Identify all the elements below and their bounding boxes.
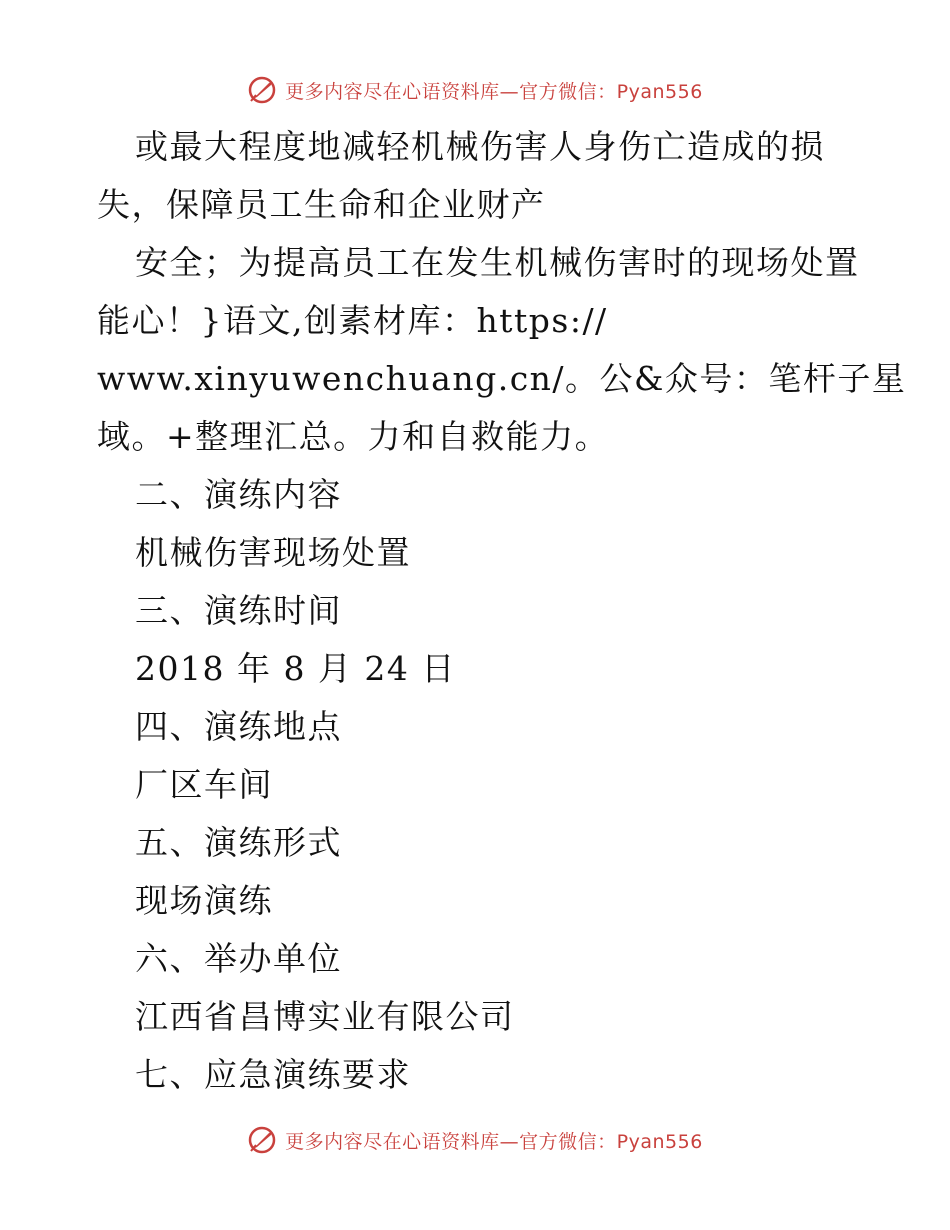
paragraph-line: 江西省昌博实业有限公司 [135, 997, 515, 1036]
paragraph-line: 域。+整理汇总。力和自救能力。 [97, 417, 610, 456]
paragraph-line: 2018 年 8 月 24 日 [135, 649, 456, 688]
paragraph-line: 现场演练 [135, 881, 273, 920]
paragraph-line: 厂区车间 [135, 765, 273, 804]
paragraph-line: 七、应急演练要求 [135, 1055, 411, 1094]
paragraph-line: 五、演练形式 [135, 823, 342, 862]
paragraph-line: 二、演练内容 [135, 475, 342, 514]
paragraph-line: 三、演练时间 [135, 591, 342, 630]
footer-watermark [0, 1120, 950, 1160]
paragraph-line: 失，保障员工生命和企业财产 [97, 185, 546, 224]
paragraph-line: 六、举办单位 [135, 939, 342, 978]
paragraph-line: 或最大程度地减轻机械伤害人身伤亡造成的损 [135, 127, 825, 166]
feather-logo-icon [247, 75, 277, 105]
feather-logo-icon [247, 1125, 277, 1155]
paragraph-line: 能心！}语文,创素材库：https:// [97, 301, 608, 340]
footer-watermark-text: 更多内容尽在心语资料库—官方微信：Pyan556 [285, 1130, 703, 1153]
document-body [97, 118, 907, 1104]
header-watermark [0, 70, 950, 110]
header-watermark-text: 更多内容尽在心语资料库—官方微信：Pyan556 [285, 80, 703, 103]
paragraph-line: www.xinyuwenchuang.cn/。公&众号：笔杆子星 [97, 359, 907, 398]
paragraph-line: 机械伤害现场处置 [135, 533, 411, 572]
paragraph-line: 安全；为提高员工在发生机械伤害时的现场处置 [135, 243, 860, 282]
paragraph-line: 四、演练地点 [135, 707, 342, 746]
